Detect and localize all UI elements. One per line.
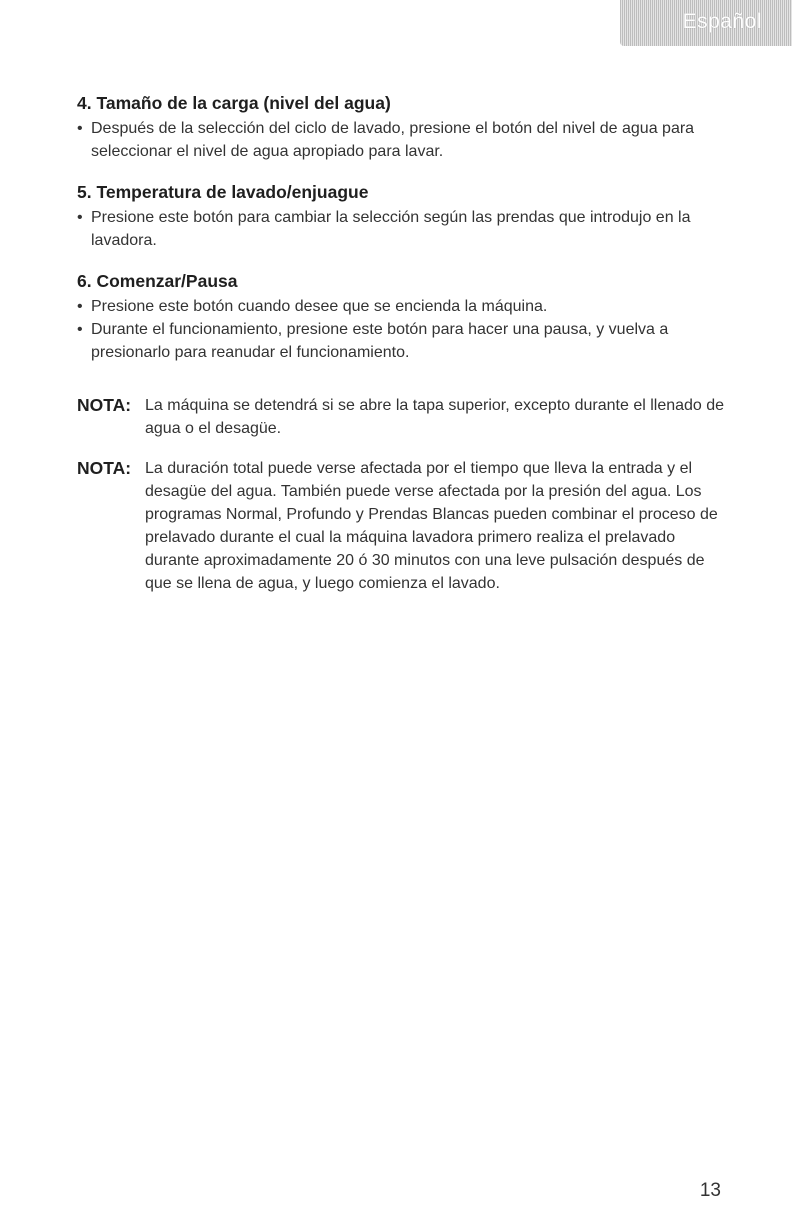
bullet-item: • Durante el funcionamiento, presione este botón para hacer una pausa, y vuelva a presionarlo para reanudar el funcionamiento. xyxy=(77,318,727,364)
bullet-list xyxy=(77,117,727,163)
section-temperature xyxy=(77,181,727,252)
bullet-list xyxy=(77,206,727,252)
section-start-pause xyxy=(77,270,727,364)
note-label: NOTA: xyxy=(77,395,132,415)
page-content xyxy=(77,92,727,595)
section-water-level xyxy=(77,92,727,163)
note-duration xyxy=(77,457,727,595)
bullet-list xyxy=(77,295,727,364)
section-title: 4. Tamaño de la carga (nivel del agua) xyxy=(77,93,391,113)
language-tab xyxy=(620,0,792,46)
language-tab-label: Español xyxy=(682,10,762,33)
note-text: La duración total puede verse afectada por el tiempo que lleva la entrada y el desagüe del agua. También puede verse afectada por la presión del agua. Los programas Normal, Profundo y Prendas Blancas pueden combinar el proceso de prelavado durante el cual la máquina lavadora primero realiza el prelavado durante aproximadamente 20 ó 30 minutos con una leve pulsación después de que se llena de agua, y luego comienza el lavado. xyxy=(145,460,718,592)
bullet-item: • Presione este botón cuando desee que se encienda la máquina. xyxy=(77,295,727,318)
section-title: 5. Temperatura de lavado/enjuague xyxy=(77,182,369,202)
section-title: 6. Comenzar/Pausa xyxy=(77,271,238,291)
bullet-item: • Después de la selección del ciclo de lavado, presione el botón del nivel de agua para seleccionar el nivel de agua apropiado para lavar. xyxy=(77,117,727,163)
note-lid xyxy=(77,394,727,440)
note-text: La máquina se detendrá si se abre la tapa superior, excepto durante el llenado de agua o el desagüe. xyxy=(145,397,725,437)
bullet-item: • Presione este botón para cambiar la selección según las prendas que introdujo en la lavadora. xyxy=(77,206,727,252)
page-number: 13 xyxy=(699,1180,721,1201)
note-label: NOTA: xyxy=(77,458,132,478)
